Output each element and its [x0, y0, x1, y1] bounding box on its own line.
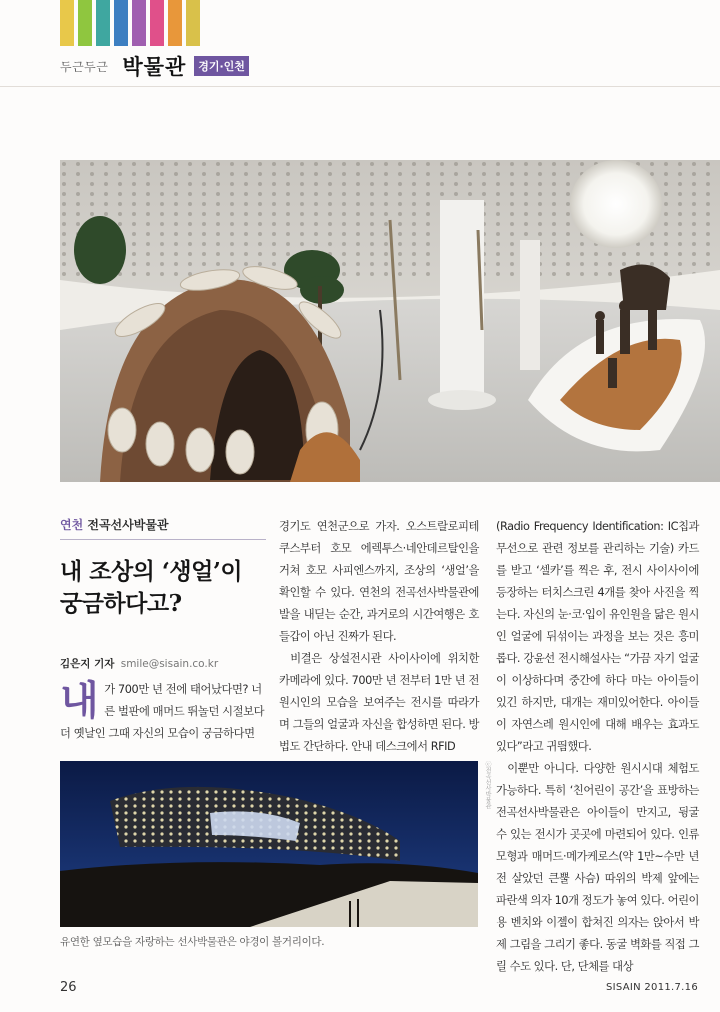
- color-bar: [78, 0, 92, 46]
- color-bar: [96, 0, 110, 46]
- header-rule: [0, 86, 720, 87]
- magazine-issue: SISAIN 2011.7.16: [606, 982, 698, 993]
- left-column: [60, 516, 266, 745]
- lead-paragraph: [60, 679, 266, 745]
- body-paragraph: 경기도 연천군으로 가자. 오스트랄로피테쿠스부터 호모 에렉투스·네안데르탈인을 거쳐 호모 사피엔스까지, 조상의 ‘생얼’을 확인할 수 있다. 연천의 전곡선사박물관에 발을 내딛는 순간, 과거로의 시간여행은 호들갑이 아닌 진짜가 된다.: [279, 520, 479, 643]
- headline-line-2: 궁금하다고?: [60, 590, 182, 617]
- color-bar: [60, 0, 74, 46]
- body-column-2: [279, 516, 479, 758]
- museum-label: [60, 516, 266, 540]
- section-title: 박물관: [122, 55, 187, 79]
- body-column-3: [496, 516, 699, 978]
- color-bars: [60, 0, 204, 46]
- color-bar: [150, 0, 164, 46]
- museum-interior-photo: [60, 160, 720, 482]
- lead-text: 가 700만 년 전에 태어났다면? 너른 벌판에 매머드 뛰놀던 시절보다 더 옛날인 그때 자신의 모습이 궁금하다면: [60, 683, 265, 740]
- lead-dropcap: 내: [60, 678, 99, 724]
- color-bar: [186, 0, 200, 46]
- section-kicker: 두근두근: [60, 59, 109, 74]
- photo-credit: ⓒ전곡선사박물관: [484, 761, 491, 809]
- byline: [60, 656, 266, 671]
- body-paragraph: (Radio Frequency Identification: IC칩과 무선으로 관련 정보를 관리하는 기술) 카드를 받고 ‘셀카’를 찍은 후, 전시 사이사이에 등장하는 터치스크린 4개를 찾아 사진을 찍는다. 자신의 눈·코·입이 유인원을 닮은 원시인 얼굴에 뒤섞이는 과정을 보는 것은 흥미롭다. 강윤선 전시해설사는 “가끔 자기 얼굴이 이상하다며 중간에 하다 마는 아이들이 있긴 하지만, 대개는 재미있어한다. 아이들이 자연스레 원시인에 대해 배우는 효과도 있다”라고 귀띔했다.: [496, 520, 699, 753]
- color-bar: [132, 0, 146, 46]
- museum-night-photo: [60, 761, 478, 927]
- museum-label-name: 전곡선사박물관: [87, 518, 169, 532]
- byline-name: 김은지 기자: [60, 658, 115, 670]
- section-header: [60, 52, 249, 80]
- body-paragraph: 비결은 상설전시관 사이사이에 위치한 카메라에 있다. 700만 년 전부터 1만 년 전 원시인의 모습을 보여주는 전시를 따라가며 그들의 얼굴과 자신을 합성하면 된다. 방법도 간단하다. 안내 데스크에서 RFID: [279, 652, 479, 753]
- color-bar: [114, 0, 128, 46]
- headline-line-1: 내 조상의 ‘생얼’이: [60, 558, 243, 585]
- color-bar: [168, 0, 182, 46]
- headline: [60, 556, 266, 620]
- museum-interior-illustration: [60, 160, 720, 482]
- region-badge: 경기·인천: [194, 56, 249, 76]
- page-number: 26: [60, 980, 77, 995]
- byline-email: smile@sisain.co.kr: [120, 658, 219, 670]
- photo-caption: 유연한 옆모습을 자랑하는 선사박물관은 야경이 볼거리이다.: [60, 936, 325, 948]
- body-paragraph: 이뿐만 아니다. 다양한 원시시대 체험도 가능하다. 특히 ‘친어린이 공간’을 표방하는 전곡선사박물관은 아이들이 만지고, 뒹굴 수 있는 전시가 곳곳에 마련되어 있다. 인류 모형과 매머드·메가케로스(약 1만~수만 년 전 살았던 큰뿔 사슴) 따위의 박제 앞에는 파란색 의자 10개 정도가 놓여 있다. 어린이용 벤치와 이젤이 합쳐진 의자는 앉아서 박제 그림을 그리기 좋다. 동굴 벽화를 직접 그릴 수도 있다. 단, 단체를 대상: [496, 762, 699, 973]
- museum-night-illustration: [60, 761, 478, 927]
- museum-label-region: 연천: [60, 518, 84, 532]
